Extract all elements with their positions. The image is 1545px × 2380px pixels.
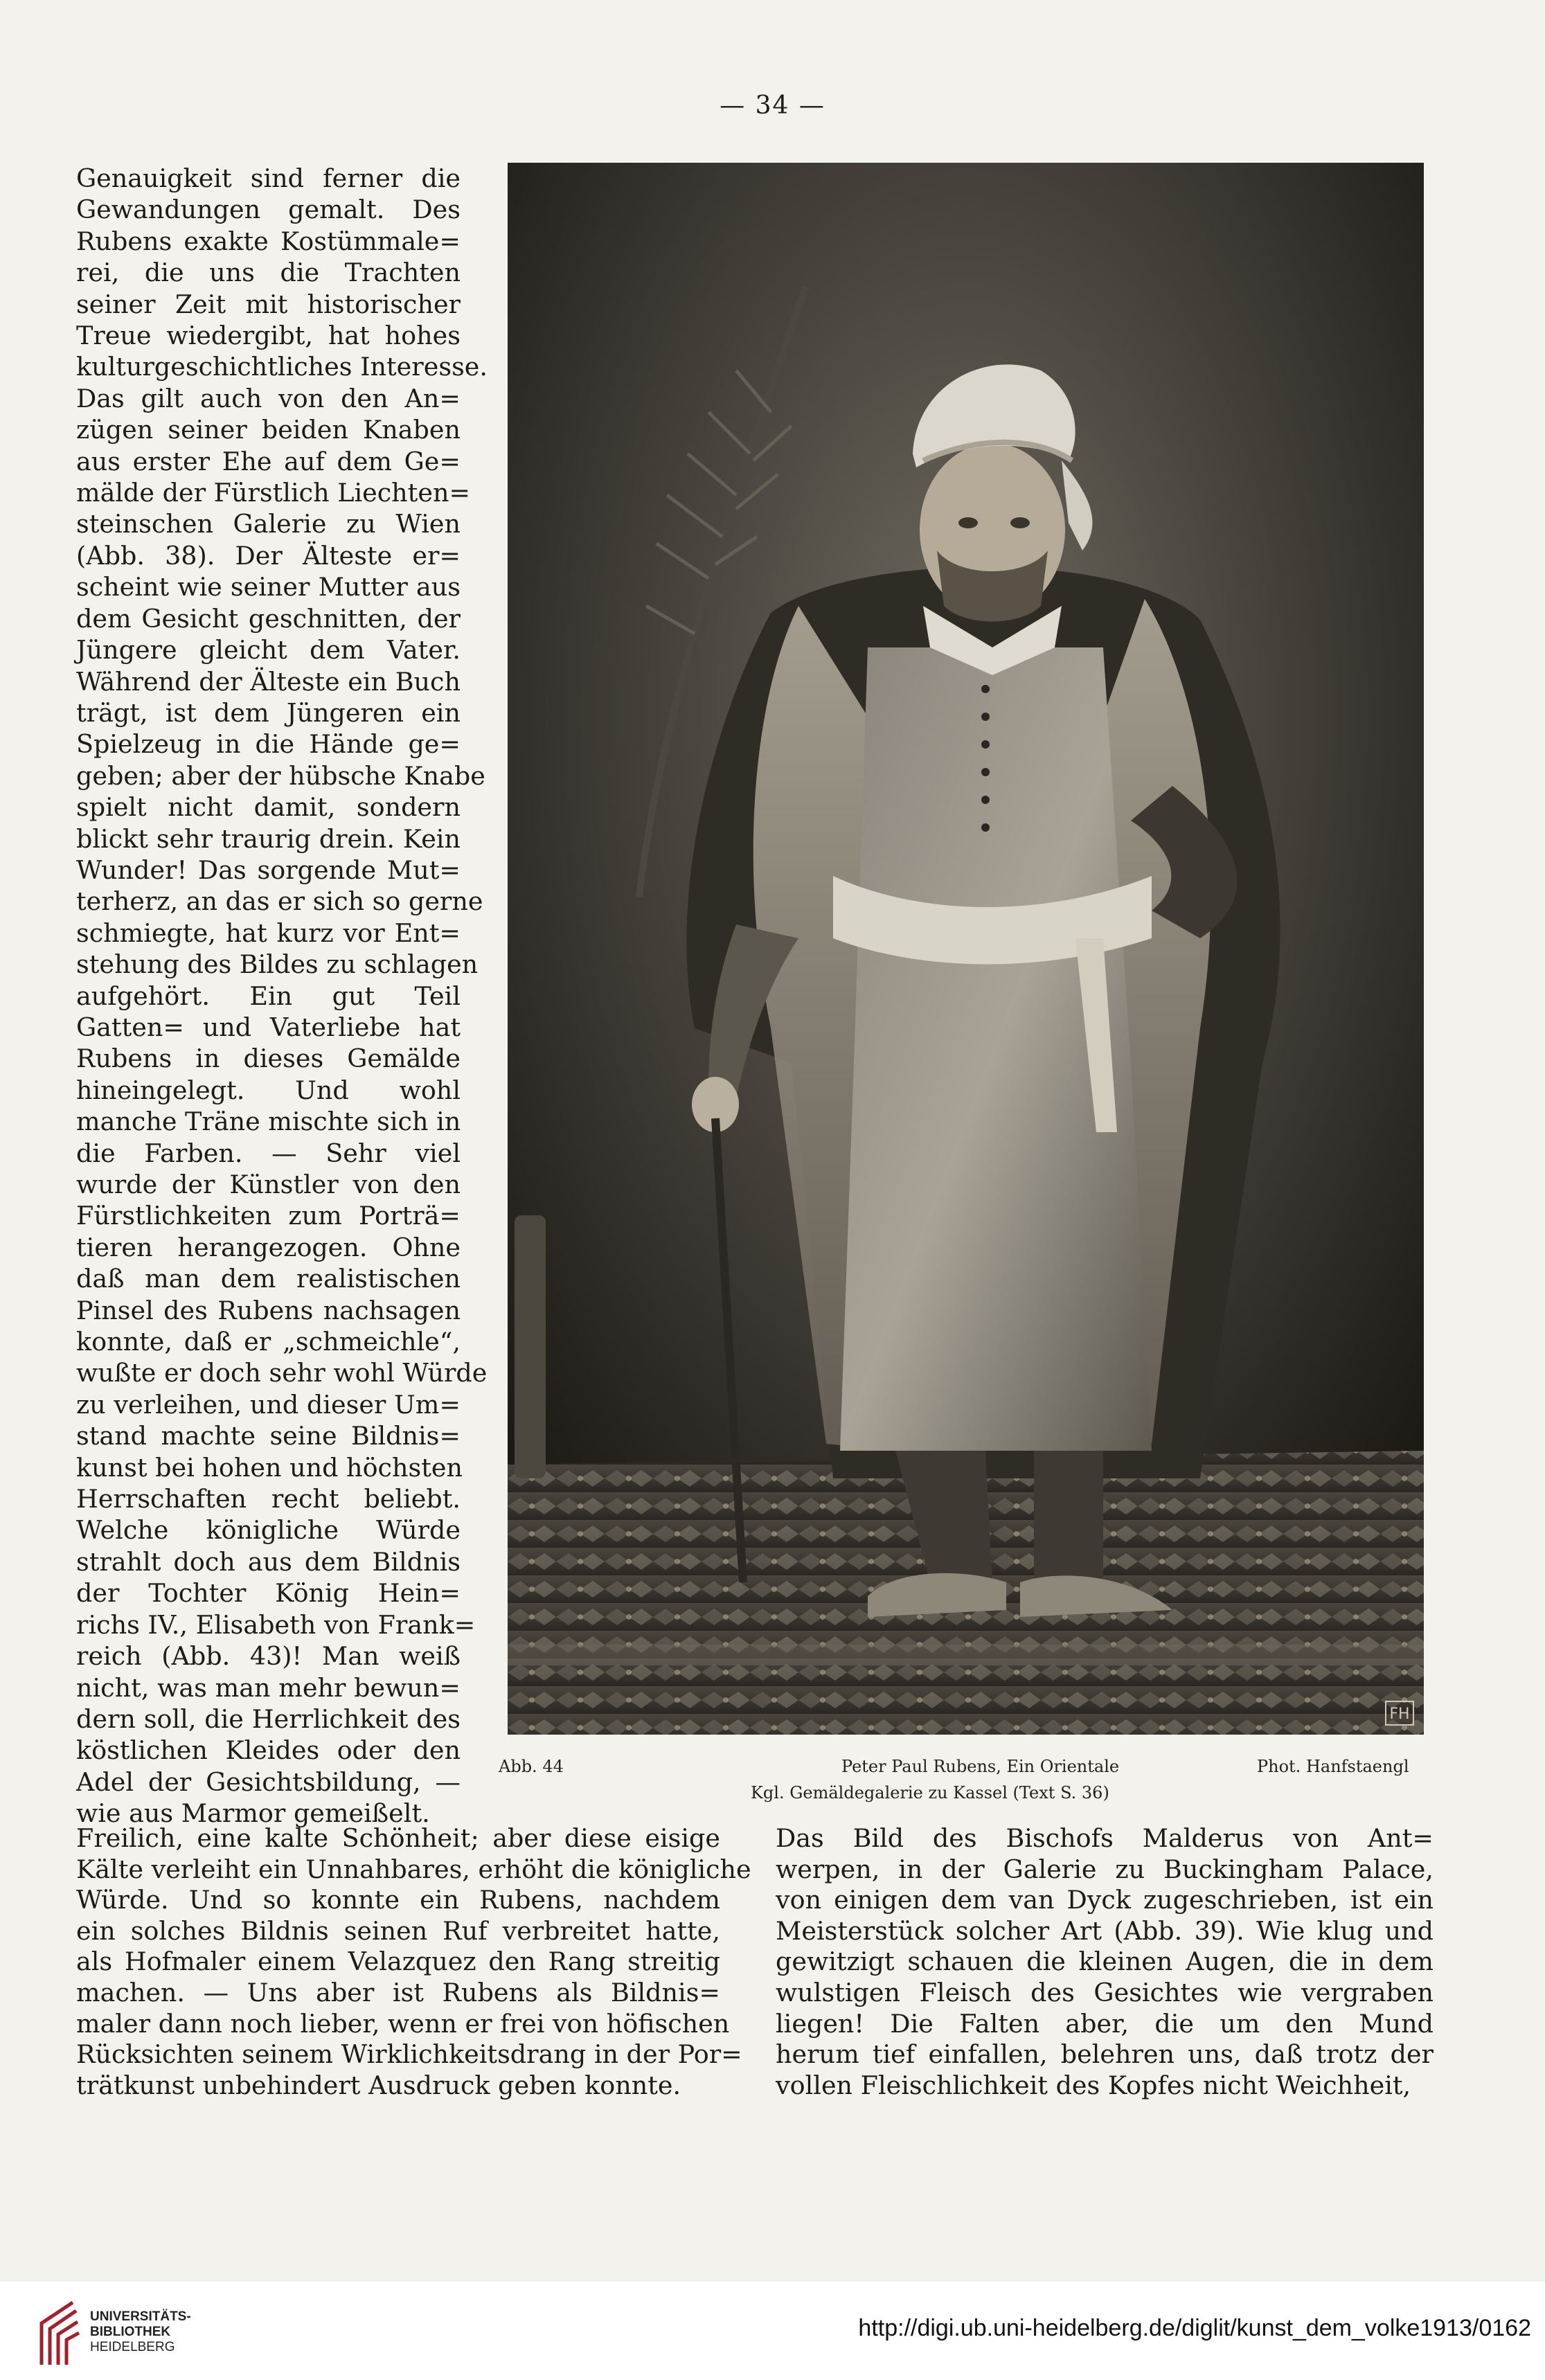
text-line: scheint wie seiner Mutter aus: [76, 572, 461, 602]
text-line: gewitzigt schauen die kleinen Augen, die in dem: [776, 1947, 1434, 1977]
text-line: strahlt doch aus dem Bildnis: [76, 1546, 461, 1577]
text-line: seiner Zeit mit historischer: [76, 289, 461, 319]
text-line: Pinsel des Rubens nachsagen: [76, 1295, 461, 1325]
text-line: wurde der Künstler von den: [76, 1170, 461, 1199]
text-line: machen. — Uns aber ist Rubens als Bildnis=: [76, 1977, 720, 2007]
text-line: manche Träne mischte sich in: [76, 1107, 461, 1137]
text-line: der Tochter König Hein=: [76, 1578, 461, 1609]
text-line: kulturgeschichtliches Interesse.: [76, 352, 488, 382]
text-line: Spielzeug in die Hände ge=: [76, 729, 461, 760]
text-line: wußte er doch sehr wohl Würde: [76, 1358, 488, 1388]
text-line: konnte, daß er „schmeichle“,: [76, 1327, 461, 1357]
text-line: Das Bild des Bischofs Malderus von Ant=: [776, 1823, 1434, 1853]
library-name-line: UNIVERSITÄTS-: [90, 2309, 191, 2324]
library-name-line: BIBLIOTHEK: [90, 2325, 171, 2339]
figure-caption-location: Kgl. Gemäldegalerie zu Kassel (Text S. 36): [751, 1783, 1109, 1802]
footer-bar: [0, 2282, 1545, 2380]
page-number: — 34 —: [720, 91, 825, 120]
orientale-portrait-image: [508, 163, 1424, 1735]
text-line: steinschen Galerie zu Wien: [76, 509, 461, 539]
text-line: rei, die uns die Trachten: [76, 258, 461, 288]
text-line: maler dann noch lieber, wenn er frei von höfischen: [76, 2008, 730, 2039]
source-url-link[interactable]: http://digi.ub.uni-heidelberg.de/diglit/kunst_dem_volke1913/0162: [858, 2315, 1531, 2341]
text-line: herum tief einfallen, belehren uns, daß trotz der: [776, 2039, 1434, 2070]
figure-caption-title: Peter Paul Rubens, Ein Orientale: [841, 1757, 1120, 1776]
text-line: als Hofmaler einem Velazquez den Rang streitig: [76, 1947, 720, 1977]
painting-illustration: [508, 163, 1424, 1735]
text-line: aus erster Ehe auf dem Ge=: [76, 446, 461, 476]
text-line: zu verleihen, und dieser Um=: [76, 1389, 461, 1420]
text-line: Rubens exakte Kostümmale=: [76, 226, 461, 256]
text-line: spielt nicht damit, sondern: [76, 792, 461, 823]
text-line: Während der Älteste ein Buch: [76, 666, 461, 697]
text-line: Adel der Gesichtsbildung, —: [76, 1766, 461, 1797]
text-line: Gewandungen gemalt. Des: [76, 195, 461, 225]
text-line: zügen seiner beiden Knaben: [76, 415, 461, 445]
text-line: tieren herangezogen. Ohne: [76, 1232, 461, 1262]
bottom-right-text-column: [776, 1823, 1434, 2101]
text-line: trätkunst unbehindert Ausdruck geben konnte.: [76, 2070, 681, 2100]
text-line: Kälte verleiht ein Unnahbares, erhöht die königliche: [76, 1854, 751, 1884]
text-line: trägt, ist dem Jüngeren ein: [76, 697, 461, 728]
text-line: blickt sehr traurig drein. Kein: [76, 823, 461, 854]
text-line: ein solches Bildnis seinen Ruf verbreitet hatte,: [76, 1915, 720, 1946]
photo-credit: Phot. Hanfstaengl: [1257, 1757, 1409, 1776]
text-line: wulstigen Fleisch des Gesichtes wie vergraben: [776, 1977, 1434, 2007]
text-line: werpen, in der Galerie zu Buckingham Palace,: [776, 1854, 1434, 1884]
text-line: dem Gesicht geschnitten, der: [76, 603, 461, 634]
figure-label: Abb. 44: [499, 1757, 564, 1776]
text-line: nicht, was man mehr bewun=: [76, 1672, 461, 1703]
text-line: stand machte seine Bildnis=: [76, 1421, 461, 1451]
photo-monogram: FH: [1389, 1706, 1410, 1723]
text-line: mälde der Fürstlich Liechten=: [76, 478, 471, 508]
library-name: [90, 2309, 191, 2355]
text-line: daß man dem realistischen: [76, 1264, 461, 1294]
text-line: Genauigkeit sind ferner die: [76, 163, 461, 193]
text-line: Freilich, eine kalte Schönheit; aber diese eisige: [76, 1823, 720, 1853]
text-line: Welche königliche Würde: [76, 1515, 461, 1546]
text-line: kunst bei hohen und höchsten: [76, 1452, 463, 1483]
text-line: Fürstlichkeiten zum Porträ=: [76, 1201, 461, 1231]
text-line: stehung des Bildes zu schlagen: [76, 949, 479, 980]
text-line: die Farben. — Sehr viel: [76, 1138, 461, 1168]
text-line: (Abb. 38). Der Älteste er=: [76, 540, 461, 571]
text-line: Treue wiedergibt, hat hohes: [76, 321, 461, 351]
text-line: schmiegte, hat kurz vor Ent=: [76, 918, 461, 948]
left-text-column: [76, 163, 488, 1829]
text-line: Wunder! Das sorgende Mut=: [76, 855, 461, 885]
text-line: Das gilt auch von den An=: [76, 383, 461, 413]
text-line: von einigen dem van Dyck zugeschrieben, ist ein: [776, 1885, 1434, 1915]
text-line: Herrschaften recht beliebt.: [76, 1484, 461, 1514]
text-line: Gatten= und Vaterliebe hat: [76, 1012, 461, 1042]
text-line: terherz, an das er sich so gerne: [76, 886, 483, 917]
text-line: Rücksichten seinem Wirklichkeitsdrang in der Por=: [76, 2039, 742, 2070]
library-logo-icon: [35, 2296, 83, 2372]
library-name-line: HEIDELBERG: [90, 2340, 175, 2354]
text-line: Würde. Und so konnte ein Rubens, nachdem: [76, 1885, 720, 1915]
text-line: wie aus Marmor gemeißelt.: [76, 1798, 430, 1829]
bottom-left-text-column: [76, 1823, 751, 2101]
text-line: Jüngere gleicht dem Vater.: [76, 635, 461, 665]
text-line: hineingelegt. Und wohl: [76, 1075, 461, 1105]
text-line: geben; aber der hübsche Knabe: [76, 760, 485, 791]
text-line: Rubens in dieses Gemälde: [76, 1044, 461, 1074]
text-line: dern soll, die Herrlichkeit des: [76, 1703, 461, 1734]
text-line: liegen! Die Falten aber, die um den Mund: [776, 2008, 1434, 2039]
text-line: vollen Fleischlichkeit des Kopfes nicht Weichheit,: [776, 2070, 1411, 2100]
text-line: köstlichen Kleides oder den: [76, 1735, 461, 1766]
text-line: reich (Abb. 43)! Man weiß: [76, 1641, 461, 1672]
text-line: aufgehört. Ein gut Teil: [76, 981, 461, 1011]
text-line: Meisterstück solcher Art (Abb. 39). Wie klug und: [776, 1915, 1434, 1946]
text-line: richs IV., Elisabeth von Frank=: [76, 1609, 476, 1640]
